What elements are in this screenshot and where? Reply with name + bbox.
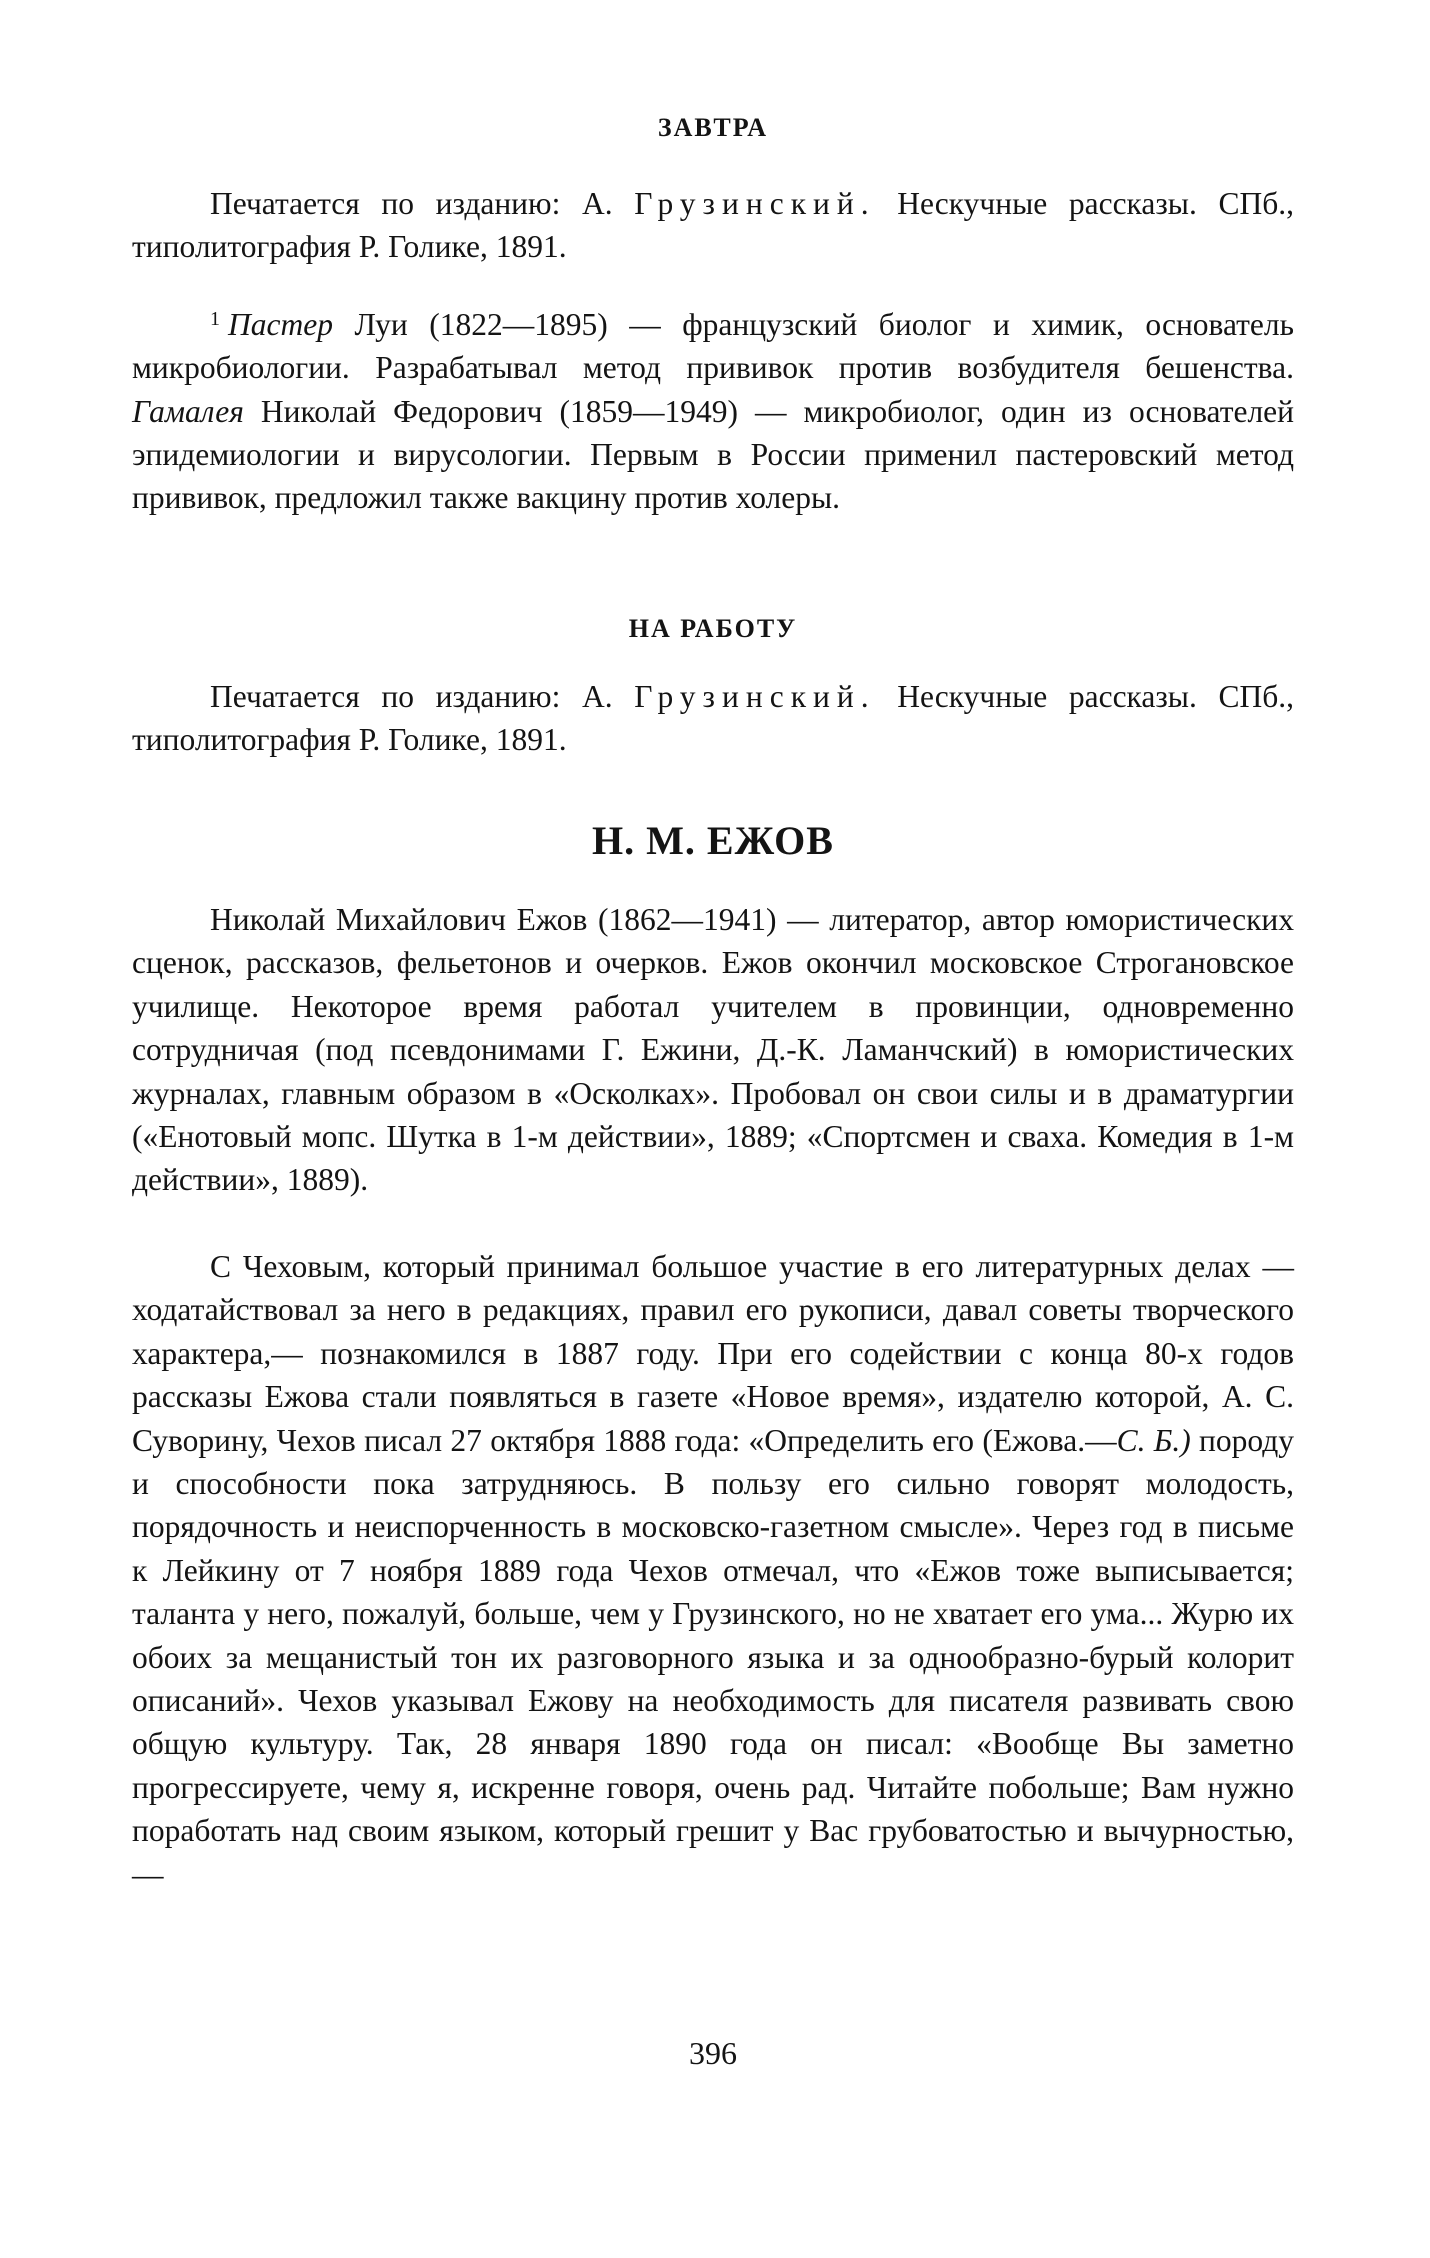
ezhov-paragraph-2-part-a: С Чеховым, который принимал большое участие в его литературных делах — ходатайствовал за него в редакциях, правил его рукописи, давал советы творческого характера,— познакомился в 1887 году. При его содействии с конца 80-х годов рассказы Ежова стали появляться в газете «Новое время», издателю которой, А. С. Суворину, Чехов писал 27 октября 1888 года: «Определить его (Ежова.— <box>132 1249 1294 1458</box>
section-title-na-rabotu: НА РАБОТУ <box>628 614 798 643</box>
source-prefix: Печатается по изданию: А. <box>210 186 613 221</box>
source-suffix: Нескучные рассказы. СПб., типолитография Р. Голике, 1891. <box>132 679 1295 758</box>
source-author: Грузинский. <box>634 186 876 221</box>
source-suffix: Нескучные рассказы. СПб., типолитография Р. Голике, 1891. <box>132 186 1295 265</box>
footnote-marker: 1 <box>210 308 220 330</box>
footnote-text-pasteur: Луи (1822—1895) — французский биолог и химик, основатель микробиологии. Разрабатывал метод прививок против возбудителя бешенства. <box>132 307 1295 386</box>
source-note-zavtra <box>132 182 1294 269</box>
ezhov-paragraph-2-part-b: породу и способности пока затрудняюсь. В пользу его сильно говорят молодость, порядочность и неиспорченность в московско-газетном смысле». Через год в письме к Лейкину от 7 ноября 1889 года Чехов отмечал, что «Ежов тоже выписывается; таланта у него, пожалуй, больше, чем у Грузинского, но не хватает его ума... Журю их обоих за мещанистый тон их разговорного языка и за однообразно-бурый колорит описаний». Чехов указывал Ежову на необходимость для писателя развивать свою общую культуру. Так, 28 января 1890 года он писал: «Вообще Вы заметно прогрессируете, чему я, искренне говоря, очень рад. Читайте побольше; Вам нужно поработать над своим языком, который грешит у Вас грубоватостью и вычурностью,— <box>132 1422 1294 1892</box>
footnote-name-gamaleya: Гамалея <box>132 393 244 429</box>
page-number: 396 <box>689 2035 737 2071</box>
ezhov-paragraph-1: Николай Михайлович Ежов (1862—1941) — литератор, автор юмористических сценок, рассказов, фельетонов и очерков. Ежов окончил московское Строгановское училище. Некоторое время работал учителем в провинции, одновременно сотрудничая (под псевдонимами Г. Ежини, Д.-К. Ламанчский) в юмористических журналах, главным образом в «Осколках». Пробовал он свои силы и в драматургии («Енотовый мопс. Шутка в 1-м действии», 1889; «Спортсмен и сваха. Комедия в 1-м действии», 1889). <box>132 902 1294 1198</box>
footnote-1 <box>132 298 1294 519</box>
footnote-text-gamaleya: Николай Федорович (1859—1949) — микробиолог, один из основателей эпидемиологии и вирусологии. Первым в России применил пастеровский метод прививок, предложил также вакцину против холеры. <box>132 393 1295 516</box>
source-author: Грузинский. <box>634 679 876 714</box>
footnote-name-pasteur: Пастер <box>228 307 333 342</box>
section-title-zavtra: ЗАВТРА <box>657 113 769 142</box>
source-prefix: Печатается по изданию: А. <box>210 679 613 714</box>
ezhov-paragraph-2 <box>132 1245 1294 1896</box>
editor-initials: С. Б.) <box>1116 1422 1191 1458</box>
source-note-na-rabotu <box>132 675 1294 762</box>
author-heading-ezhov: Н. М. ЕЖОВ <box>592 818 834 863</box>
document-page <box>132 0 1294 2258</box>
